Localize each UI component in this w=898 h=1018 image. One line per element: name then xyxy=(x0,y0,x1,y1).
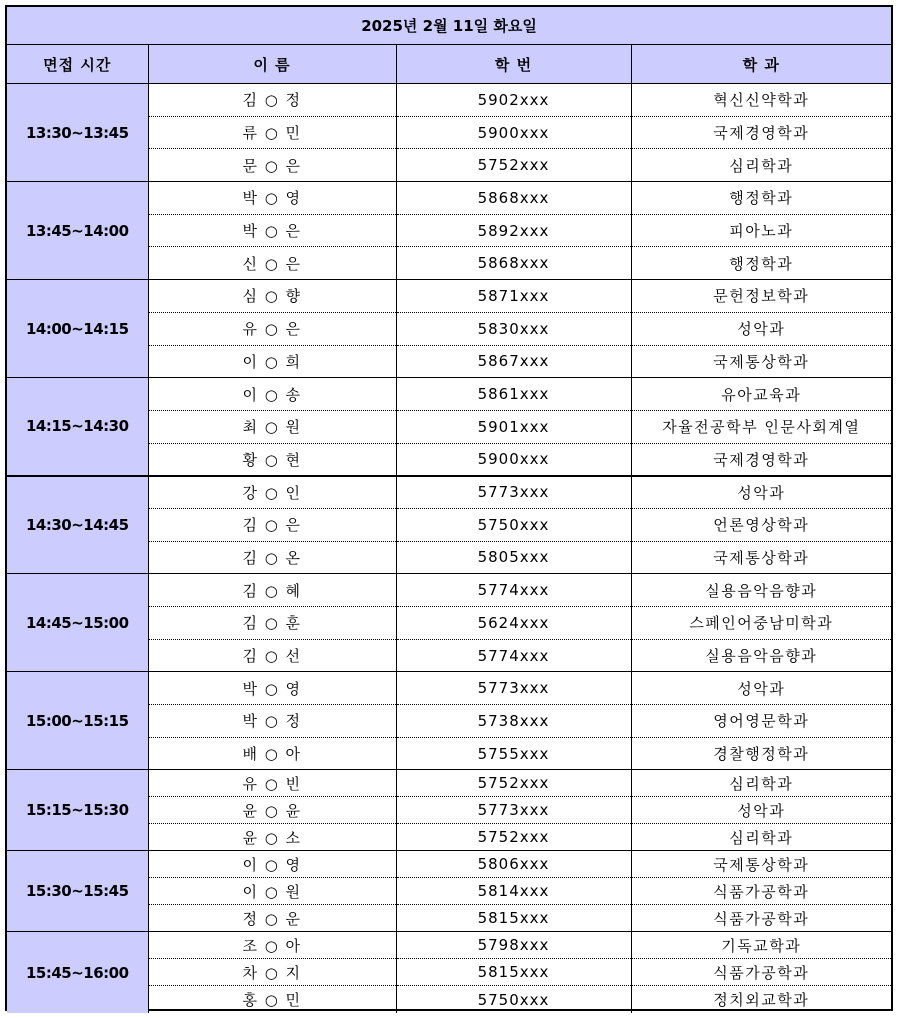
student-id: 5774xxx xyxy=(396,639,631,672)
applicant-name: 심 ○ 향 xyxy=(148,280,396,313)
date-title: 2025년 2월 11일 화요일 xyxy=(7,7,891,45)
applicant-name: 조 ○ 아 xyxy=(148,932,396,959)
department: 성악과 xyxy=(631,797,891,824)
applicant-name: 황 ○ 현 xyxy=(148,443,396,476)
department: 국제경영학과 xyxy=(631,443,891,476)
header-name: 이 름 xyxy=(148,45,396,84)
table-row xyxy=(7,378,891,411)
applicant-name: 유 ○ 은 xyxy=(148,312,396,345)
student-id: 5815xxx xyxy=(396,959,631,986)
interview-time-slot: 15:45~16:00 xyxy=(7,932,148,1013)
interview-schedule-sheet xyxy=(5,5,893,1011)
department: 언론영상학과 xyxy=(631,508,891,541)
department: 국제통상학과 xyxy=(631,345,891,378)
applicant-name: 이 ○ 영 xyxy=(148,851,396,878)
department: 성악과 xyxy=(631,672,891,705)
applicant-name: 홍 ○ 민 xyxy=(148,986,396,1013)
interview-time-slot: 14:15~14:30 xyxy=(7,378,148,476)
department: 자율전공학부 인문사회계열 xyxy=(631,410,891,443)
applicant-name: 박 ○ 정 xyxy=(148,705,396,738)
applicant-name: 김 ○ 선 xyxy=(148,639,396,672)
applicant-name: 윤 ○ 윤 xyxy=(148,797,396,824)
interview-time-slot: 14:45~15:00 xyxy=(7,574,148,672)
interview-time-slot: 15:30~15:45 xyxy=(7,851,148,932)
department: 혁신신약학과 xyxy=(631,84,891,117)
applicant-name: 김 ○ 정 xyxy=(148,84,396,117)
table-row xyxy=(7,182,891,215)
department: 성악과 xyxy=(631,476,891,509)
student-id: 5861xxx xyxy=(396,378,631,411)
header-time: 면접 시간 xyxy=(7,45,148,84)
interview-time-slot: 15:00~15:15 xyxy=(7,672,148,770)
student-id: 5738xxx xyxy=(396,705,631,738)
student-id: 5752xxx xyxy=(396,770,631,797)
applicant-name: 강 ○ 인 xyxy=(148,476,396,509)
table-row xyxy=(7,932,891,959)
applicant-name: 김 ○ 은 xyxy=(148,508,396,541)
table-row xyxy=(7,476,891,509)
department: 기독교학과 xyxy=(631,932,891,959)
applicant-name: 박 ○ 영 xyxy=(148,672,396,705)
applicant-name: 박 ○ 은 xyxy=(148,214,396,247)
student-id: 5902xxx xyxy=(396,84,631,117)
department: 경찰행정학과 xyxy=(631,737,891,770)
student-id: 5868xxx xyxy=(396,182,631,215)
applicant-name: 신 ○ 은 xyxy=(148,247,396,280)
applicant-name: 이 ○ 희 xyxy=(148,345,396,378)
department: 스페인어중남미학과 xyxy=(631,607,891,640)
department: 심리학과 xyxy=(631,149,891,182)
student-id: 5773xxx xyxy=(396,797,631,824)
applicant-name: 류 ○ 민 xyxy=(148,116,396,149)
student-id: 5868xxx xyxy=(396,247,631,280)
interview-time-slot: 14:00~14:15 xyxy=(7,280,148,378)
applicant-name: 정 ○ 운 xyxy=(148,905,396,932)
applicant-name: 이 ○ 송 xyxy=(148,378,396,411)
student-id: 5752xxx xyxy=(396,149,631,182)
student-id: 5750xxx xyxy=(396,508,631,541)
student-id: 5805xxx xyxy=(396,541,631,574)
applicant-name: 배 ○ 아 xyxy=(148,737,396,770)
department: 식품가공학과 xyxy=(631,878,891,905)
applicant-name: 김 ○ 혜 xyxy=(148,574,396,607)
applicant-name: 김 ○ 훈 xyxy=(148,607,396,640)
table-row xyxy=(7,851,891,878)
schedule-table xyxy=(7,7,891,1013)
department: 성악과 xyxy=(631,312,891,345)
department: 행정학과 xyxy=(631,182,891,215)
student-id: 5773xxx xyxy=(396,476,631,509)
student-id: 5814xxx xyxy=(396,878,631,905)
student-id: 5798xxx xyxy=(396,932,631,959)
department: 국제경영학과 xyxy=(631,116,891,149)
header-student-id: 학 번 xyxy=(396,45,631,84)
department: 문헌정보학과 xyxy=(631,280,891,313)
department: 실용음악음향과 xyxy=(631,574,891,607)
department: 정치외교학과 xyxy=(713,991,810,1010)
student-id: 5871xxx xyxy=(396,280,631,313)
student-id: 5830xxx xyxy=(396,312,631,345)
department: 식품가공학과 xyxy=(631,959,891,986)
table-row xyxy=(7,672,891,705)
department: 행정학과 xyxy=(631,247,891,280)
table-row xyxy=(7,280,891,313)
department: 영어영문학과 xyxy=(631,705,891,738)
student-id: 5755xxx xyxy=(396,737,631,770)
applicant-name: 박 ○ 영 xyxy=(148,182,396,215)
department: 유아교육과 xyxy=(631,378,891,411)
department: 심리학과 xyxy=(631,824,891,851)
student-id: 5900xxx xyxy=(396,443,631,476)
student-id: 5752xxx xyxy=(396,824,631,851)
department: 심리학과 xyxy=(631,770,891,797)
interview-time-slot: 14:30~14:45 xyxy=(7,476,148,574)
interview-time-slot: 13:30~13:45 xyxy=(7,84,148,182)
interview-time-slot: 15:15~15:30 xyxy=(7,770,148,851)
applicant-name: 차 ○ 지 xyxy=(148,959,396,986)
interview-time-slot: 13:45~14:00 xyxy=(7,182,148,280)
student-id: 5815xxx xyxy=(396,905,631,932)
student-id: 5901xxx xyxy=(396,410,631,443)
department: 피아노과 xyxy=(631,214,891,247)
student-id: 5773xxx xyxy=(396,672,631,705)
applicant-name: 김 ○ 온 xyxy=(148,541,396,574)
student-id: 5892xxx xyxy=(396,214,631,247)
department: 국제통상학과 xyxy=(631,541,891,574)
applicant-name: 문 ○ 은 xyxy=(148,149,396,182)
applicant-name: 이 ○ 원 xyxy=(148,878,396,905)
student-id: 5624xxx xyxy=(396,607,631,640)
student-id: 5867xxx xyxy=(396,345,631,378)
header-department: 학 과 xyxy=(631,45,891,84)
student-id: 5774xxx xyxy=(396,574,631,607)
applicant-name: 최 ○ 원 xyxy=(148,410,396,443)
department: 식품가공학과 xyxy=(631,905,891,932)
student-id: 5900xxx xyxy=(396,116,631,149)
table-row xyxy=(7,770,891,797)
applicant-name: 윤 ○ 소 xyxy=(148,824,396,851)
department: 국제통상학과 xyxy=(631,851,891,878)
table-row xyxy=(7,574,891,607)
student-id: 5806xxx xyxy=(396,851,631,878)
applicant-name: 유 ○ 빈 xyxy=(148,770,396,797)
department: 실용음악음향과 xyxy=(631,639,891,672)
table-row xyxy=(7,84,891,117)
student-id: 5750xxx xyxy=(396,986,631,1013)
